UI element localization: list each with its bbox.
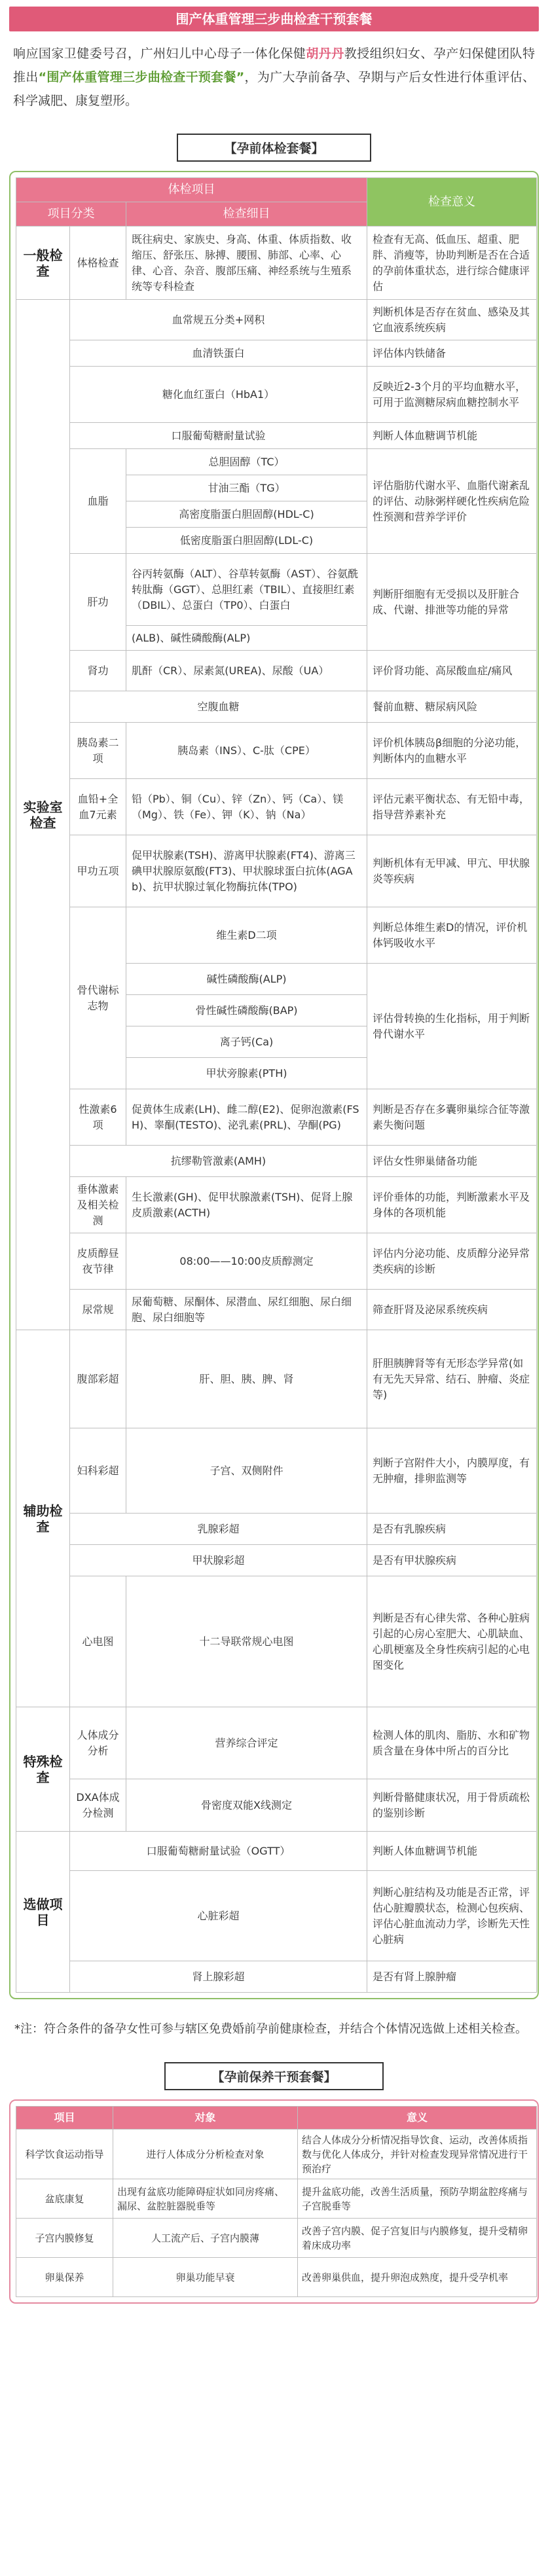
category-optional: 选做项目 [16,1832,70,1993]
detail-trace-elements: 铅（Pb）、铜（Cu）、锌（Zn）、钙（Ca）、镁（Mg）、铁（Fe）、钾（K）、钠（Na） [126,779,367,835]
meaning-liver: 判断肝细胞有无受损以及肝脏合成、代谢、排泄等功能的异常 [367,554,537,651]
sub-cortisol: 皮质醇昼夜节律 [70,1233,126,1290]
meaning-bone: 评估骨转换的生化指标，用于判断骨代谢水平 [367,964,537,1089]
detail-glucose-tolerance: 口服葡萄糖耐量试验 [70,423,367,449]
section-title-maintenance: 【孕前保养干预套餐】 [164,2062,383,2090]
t2-header-target: 对象 [113,2107,298,2130]
meaning-heart-us: 判断心脏结构及功能是否正常，评估心脏瓣膜状态，检测心包疾病、评估心脏血流动力学，诊断先天性心脏病 [367,1871,537,1961]
t2-row-endometrium-meaning: 改善子宫内膜、促子宫复旧与内膜修复，提升受精卵着床成功率 [298,2219,537,2258]
t2-row-diet-meaning: 结合人体成分分析情况指导饮食、运动，改善体质指数与优化人体成分，并针对检查发现异常情况进行干预治疗 [298,2130,537,2179]
detail-ecg: 十二导联常规心电图 [126,1576,367,1707]
sub-pituitary: 垂体激素及相关检测 [70,1177,126,1233]
meaning-amh: 评估女性卵巢储备功能 [367,1146,537,1177]
sub-urine: 尿常规 [70,1290,126,1330]
detail-thyroid: 促甲状腺素(TSH)、游离甲状腺素(FT4)、游离三碘甲状腺原氨酸(FT3)、甲状腺球蛋白抗体(AGAb)、抗甲状腺过氧化物酶抗体(TPO) [126,835,367,907]
sub-ecg: 心电图 [70,1576,126,1707]
detail-bone-bap: 骨性碱性磷酸酶(BAP) [126,995,367,1026]
t2-row-ovary-meaning: 改善卵巢供血，提升卵泡成熟度，提升受孕机率 [298,2258,537,2297]
t2-row-endometrium-project: 子宫内膜修复 [16,2219,113,2258]
maintenance-card [9,2099,539,2304]
sub-thyroid: 甲功五项 [70,835,126,907]
detail-lipid-tg: 甘油三酯（TG） [126,475,367,501]
header-category: 项目分类 [16,202,126,227]
detail-lipid-tc: 总胆固醇（TC） [126,449,367,475]
meaning-adrenal-us: 是否有肾上腺肿瘤 [367,1961,537,1993]
sub-hormone: 性激素6项 [70,1089,126,1146]
detail-bone-alp: 碱性磷酸酶(ALP) [126,964,367,995]
meaning-blood-routine: 判断机体是否存在贫血、感染及其它血液系统疾病 [367,300,537,340]
header-project: 体检项目 [16,178,367,202]
detail-cortisol: 08:00——10:00皮质醇测定 [126,1233,367,1290]
footnote: *注：符合条件的备孕女性可参与辖区免费婚前孕前健康检查，并结合个体情况选做上述相关检查。 [14,2022,527,2036]
detail-urine: 尿葡萄糖、尿酮体、尿潜血、尿红细胞、尿白细胞、尿白细胞等 [126,1290,367,1330]
detail-body-composition: 营养综合评定 [126,1707,367,1779]
intro-text-3: ，为广大孕前备孕、孕期与产后女性进行体重评估、科学减肥、康复塑形。 [13,70,535,108]
meaning-fasting-glucose: 餐前血糖、糖尿病风险 [367,691,537,723]
meaning-dxa: 判断骨骼健康状况，用于骨质疏松的鉴别诊断 [367,1779,537,1832]
t2-header-project: 项目 [16,2107,113,2130]
prepregnancy-exam-table [16,177,537,1993]
meaning-urine: 筛查肝肾及泌尿系统疾病 [367,1290,537,1330]
t2-row-pelvic-meaning: 提升盆底功能，改善生活质量，预防孕期盆腔疼痛与子宫脱垂等 [298,2179,537,2219]
category-general: 一般检查 [16,227,70,300]
detail-gyn-us: 子宫、双侧附件 [126,1428,367,1514]
sub-liver: 肝功 [70,554,126,651]
detail-thyroid-us: 甲状腺彩超 [70,1545,367,1576]
detail-ferritin: 血清铁蛋白 [70,340,367,367]
meaning-pituitary: 评价垂体的功能，判断激素水平及身体的各项机能 [367,1177,537,1233]
meaning-ogtt: 判断人体血糖调节机能 [367,1832,537,1871]
header-detail: 检查细目 [126,202,367,227]
detail-fasting-glucose: 空腹血糖 [70,691,367,723]
intro-text-1: 响应国家卫健委号召，广州妇儿中心母子一体化保健 [13,46,306,61]
t2-row-pelvic-target: 出现有盆底功能障碍症状如同房疼痛、漏尿、盆腔脏器脱垂等 [113,2179,298,2219]
t2-row-diet-project: 科学饮食运动指导 [16,2130,113,2179]
detail-ogtt: 口服葡萄糖耐量试验（OGTT） [70,1832,367,1871]
sub-bone: 骨代谢标志物 [70,907,126,1089]
meaning-abdominal-us: 肝胆胰脾肾等有无形态学异常(如有无先天异常、结石、肿瘤、炎症等) [367,1330,537,1428]
category-auxiliary: 辅助检查 [16,1330,70,1707]
sub-lipid: 血脂 [70,449,126,554]
intro-paragraph [0,31,548,119]
detail-liver-2: (ALB)、碱性磷酸酶(ALP) [126,626,367,651]
meaning-breast-us: 是否有乳腺疾病 [367,1514,537,1545]
detail-lipid-ldl: 低密度脂蛋白胆固醇(LDL-C) [126,528,367,554]
meaning-insulin: 评价机体胰岛β细胞的分泌功能，判断体内的血糖水平 [367,723,537,779]
t2-row-ovary-project: 卵巢保养 [16,2258,113,2297]
page-banner: 围产体重管理三步曲检查干预套餐 [9,7,539,31]
meaning-ferritin: 评估体内铁储备 [367,340,537,367]
meaning-hormone: 判断是否存在多囊卵巢综合征等激素失衡问题 [367,1089,537,1146]
sub-gyn-us: 妇科彩超 [70,1428,126,1514]
detail-heart-us: 心脏彩超 [70,1871,367,1961]
detail-hba1: 糖化血红蛋白（HbA1） [70,367,367,423]
section-title-prepregnancy-exam: 【孕前体检套餐】 [177,134,371,162]
intro-doctor-name: 胡丹丹 [306,46,344,61]
t2-row-ovary-target: 卵巢功能早衰 [113,2258,298,2297]
detail-physical: 既往病史、家族史、身高、体重、体质指数、收缩压、舒张压、脉搏、腰围、肺部、心率、心律、心音、杂音、腹部压痛、神经系统与生殖系统等专科检查 [126,227,367,300]
detail-dxa: 骨密度双能X线测定 [126,1779,367,1832]
category-special: 特殊检查 [16,1707,70,1832]
detail-lipid-hdl: 高密度脂蛋白胆固醇(HDL-C) [126,501,367,528]
intro-package-name: “围产体重管理三步曲检查干预套餐” [38,70,245,84]
detail-blood-routine: 血常规五分类+网积 [70,300,367,340]
meaning-thyroid: 判断机体有无甲减、甲亢、甲状腺炎等疾病 [367,835,537,907]
detail-pituitary: 生长激素(GH)、促甲状腺激素(TSH)、促肾上腺皮质激素(ACTH) [126,1177,367,1233]
t2-row-pelvic-project: 盆底康复 [16,2179,113,2219]
sub-kidney: 肾功 [70,651,126,691]
sub-insulin: 胰岛素二项 [70,723,126,779]
t2-row-endometrium-target: 人工流产后、子宫内膜薄 [113,2219,298,2258]
meaning-hba1: 反映近2-3个月的平均血糖水平，可用于监测糖尿病血糖控制水平 [367,367,537,423]
detail-bone-pth: 甲状旁腺素(PTH) [126,1058,367,1089]
detail-abdominal-us: 肝、胆、胰、脾、肾 [126,1330,367,1428]
header-meaning: 检查意义 [367,178,537,227]
meaning-ecg: 判断是否有心律失常、各种心脏病引起的心房心室肥大、心肌缺血、心肌梗塞及全身性疾病引起的心电图变化 [367,1576,537,1707]
sub-body-composition: 人体成分分析 [70,1707,126,1779]
maintenance-table [16,2106,537,2297]
sub-trace-elements: 血铅+全血7元素 [70,779,126,835]
detail-hormone: 促黄体生成素(LH)、雌二醇(E2)、促卵泡激素(FSH)、睾酮(TESTO)、泌乳素(PRL)、孕酮(PG) [126,1089,367,1146]
detail-insulin: 胰岛素（INS）、C-肽（CPE） [126,723,367,779]
meaning-lipid: 评估脂肪代谢水平、血脂代谢紊乱的评估、动脉粥样硬化性疾病危险性预测和营养学评价 [367,449,537,554]
detail-liver-1: 谷丙转氨酶（ALT）、谷草转氨酶（AST）、谷氨酰转肽酶（GGT）、总胆红素（TBIL）、直接胆红素（DBIL）、总蛋白（TP0）、白蛋白 [126,554,367,626]
detail-kidney: 肌酐（CR）、尿素氮(UREA)、尿酸（UA） [126,651,367,691]
t2-header-meaning: 意义 [298,2107,537,2130]
meaning-glucose-tolerance: 判断人体血糖调节机能 [367,423,537,449]
detail-amh: 抗缪勒管激素(AMH) [70,1146,367,1177]
intro-text-2: 教授组织妇女、孕产妇保健团队特推出 [13,46,535,84]
meaning-kidney: 评价肾功能、高尿酸血症/痛风 [367,651,537,691]
t2-row-diet-target: 进行人体成分分析检查对象 [113,2130,298,2179]
category-lab: 实验室检查 [16,300,70,1330]
sub-physical: 体格检查 [70,227,126,300]
meaning-vitd: 判断总体维生素D的情况，评价机体钙吸收水平 [367,907,537,964]
meaning-body-composition: 检测人体的肌肉、脂肪、水和矿物质含量在身体中所占的百分比 [367,1707,537,1779]
meaning-thyroid-us: 是否有甲状腺疾病 [367,1545,537,1576]
detail-vitd: 维生素D二项 [126,907,367,964]
sub-dxa: DXA体成分检测 [70,1779,126,1832]
sub-abdominal-us: 腹部彩超 [70,1330,126,1428]
meaning-gyn-us: 判断子宫附件大小，内膜厚度，有无肿瘤，排卵监测等 [367,1428,537,1514]
meaning-trace-elements: 评估元素平衡状态、有无铅中毒，指导营养素补充 [367,779,537,835]
detail-adrenal-us: 肾上腺彩超 [70,1961,367,1993]
meaning-physical: 检查有无高、低血压、超重、肥胖、消瘦等，协助判断是否在合适的孕前体重状态，进行综合健康评估 [367,227,537,300]
detail-breast-us: 乳腺彩超 [70,1514,367,1545]
meaning-cortisol: 评估内分泌功能、皮质醇分泌异常类疾病的诊断 [367,1233,537,1290]
detail-bone-ca: 离子钙(Ca) [126,1026,367,1058]
prepregnancy-exam-card [9,171,539,1999]
